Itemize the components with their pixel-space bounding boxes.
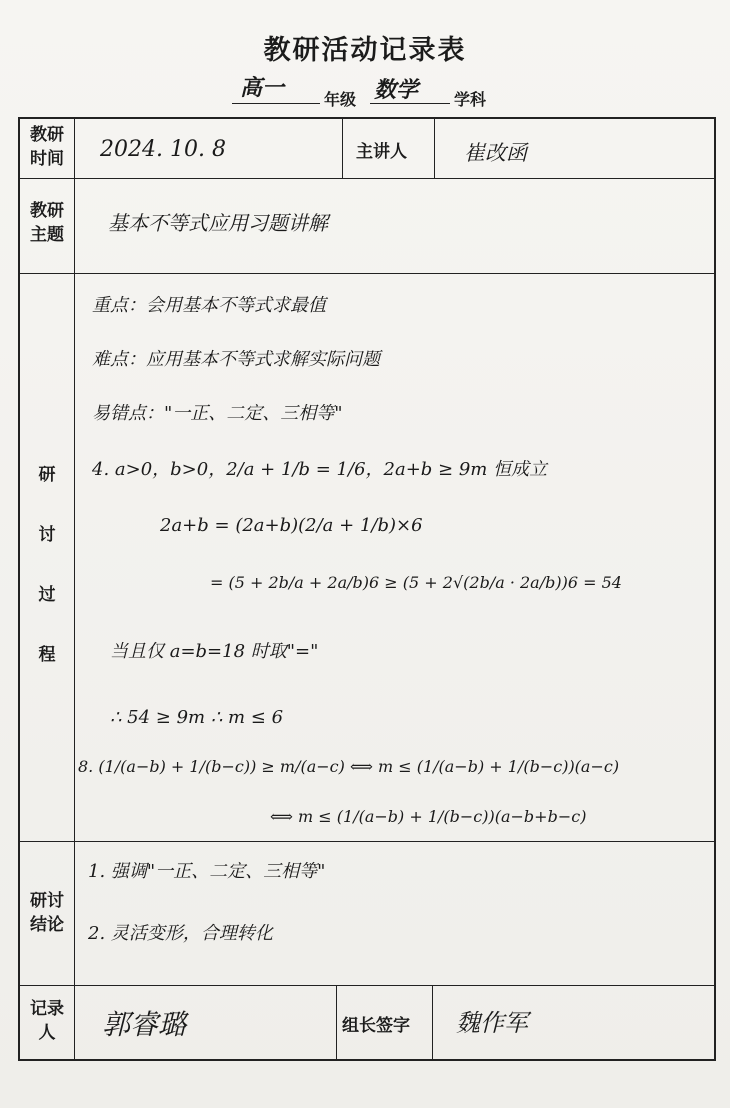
key-point-line: 重点：会用基本不等式求最值 xyxy=(92,295,326,316)
grade-suffix: 年级 xyxy=(324,90,357,109)
grade-underline xyxy=(232,103,320,104)
topic-label: 教研 主题 xyxy=(30,201,64,245)
grade-subject-line xyxy=(232,75,532,109)
problem-4-equality-condition: 当且仅 a=b=18 时取"=" xyxy=(110,641,319,662)
time-label: 教研 时间 xyxy=(30,125,64,169)
problem-4-conclusion: ∴ 54 ≥ 9m ∴ m ≤ 6 xyxy=(110,707,284,728)
date-value: 2024. 10. 8 xyxy=(100,137,226,162)
speaker-divider-right xyxy=(434,119,435,178)
leader-signature: 魏作军 xyxy=(456,1009,528,1037)
grade-value: 高一 xyxy=(240,75,285,101)
row-divider xyxy=(20,841,714,842)
speaker-label: 主讲人 xyxy=(356,142,407,162)
subject-suffix: 学科 xyxy=(454,90,487,109)
problem-4-step-2: = (5 + 2b/a + 2a/b)6 ≥ (5 + 2√(2b/a · 2a/b))6 = 54 xyxy=(210,573,622,592)
recorder-signature: 郭睿璐 xyxy=(102,1008,187,1041)
leader-divider-left xyxy=(336,985,337,1059)
leader-divider-right xyxy=(432,985,433,1059)
leader-sign-label: 组长签字 xyxy=(342,1016,410,1036)
row-divider xyxy=(20,273,714,274)
difficulty-line: 难点：应用基本不等式求解实际问题 xyxy=(92,349,380,370)
conclusion-label: 研讨 结论 xyxy=(30,891,64,935)
problem-4-step-1: 2a+b = (2a+b)(2/a + 1/b)×6 xyxy=(160,515,423,536)
speaker-divider-left xyxy=(342,119,343,178)
problem-8-step: ⟺ m ≤ (1/(a−b) + 1/(b−c))(a−b+b−c) xyxy=(270,807,587,826)
subject-value: 数学 xyxy=(374,77,419,103)
subject-underline xyxy=(370,103,450,104)
problem-8-statement: 8. (1/(a−b) + 1/(b−c)) ≥ m/(a−c) ⟺ m ≤ (1/(a−b) + 1/(b−c))(a−c) xyxy=(78,757,620,776)
row-divider xyxy=(20,178,714,179)
process-label: 研 讨 过 程 xyxy=(38,465,56,665)
conclusion-line-2: 2. 灵活变形，合理转化 xyxy=(88,923,273,944)
record-table xyxy=(18,117,716,1061)
speaker-name: 崔改函 xyxy=(464,141,527,165)
label-column-divider xyxy=(74,119,75,1059)
recorder-label: 记录 人 xyxy=(30,999,64,1043)
row-divider xyxy=(20,985,714,986)
topic-value: 基本不等式应用习题讲解 xyxy=(108,211,328,235)
error-prone-line: 易错点："一正、二定、三相等" xyxy=(92,403,343,424)
conclusion-line-1: 1. 强调"一正、二定、三相等" xyxy=(88,861,326,882)
form-title: 教研活动记录表 xyxy=(263,35,467,66)
problem-4-statement: 4. a>0，b>0，2/a + 1/b = 1/6，2a+b ≥ 9m 恒成立 xyxy=(92,459,548,480)
